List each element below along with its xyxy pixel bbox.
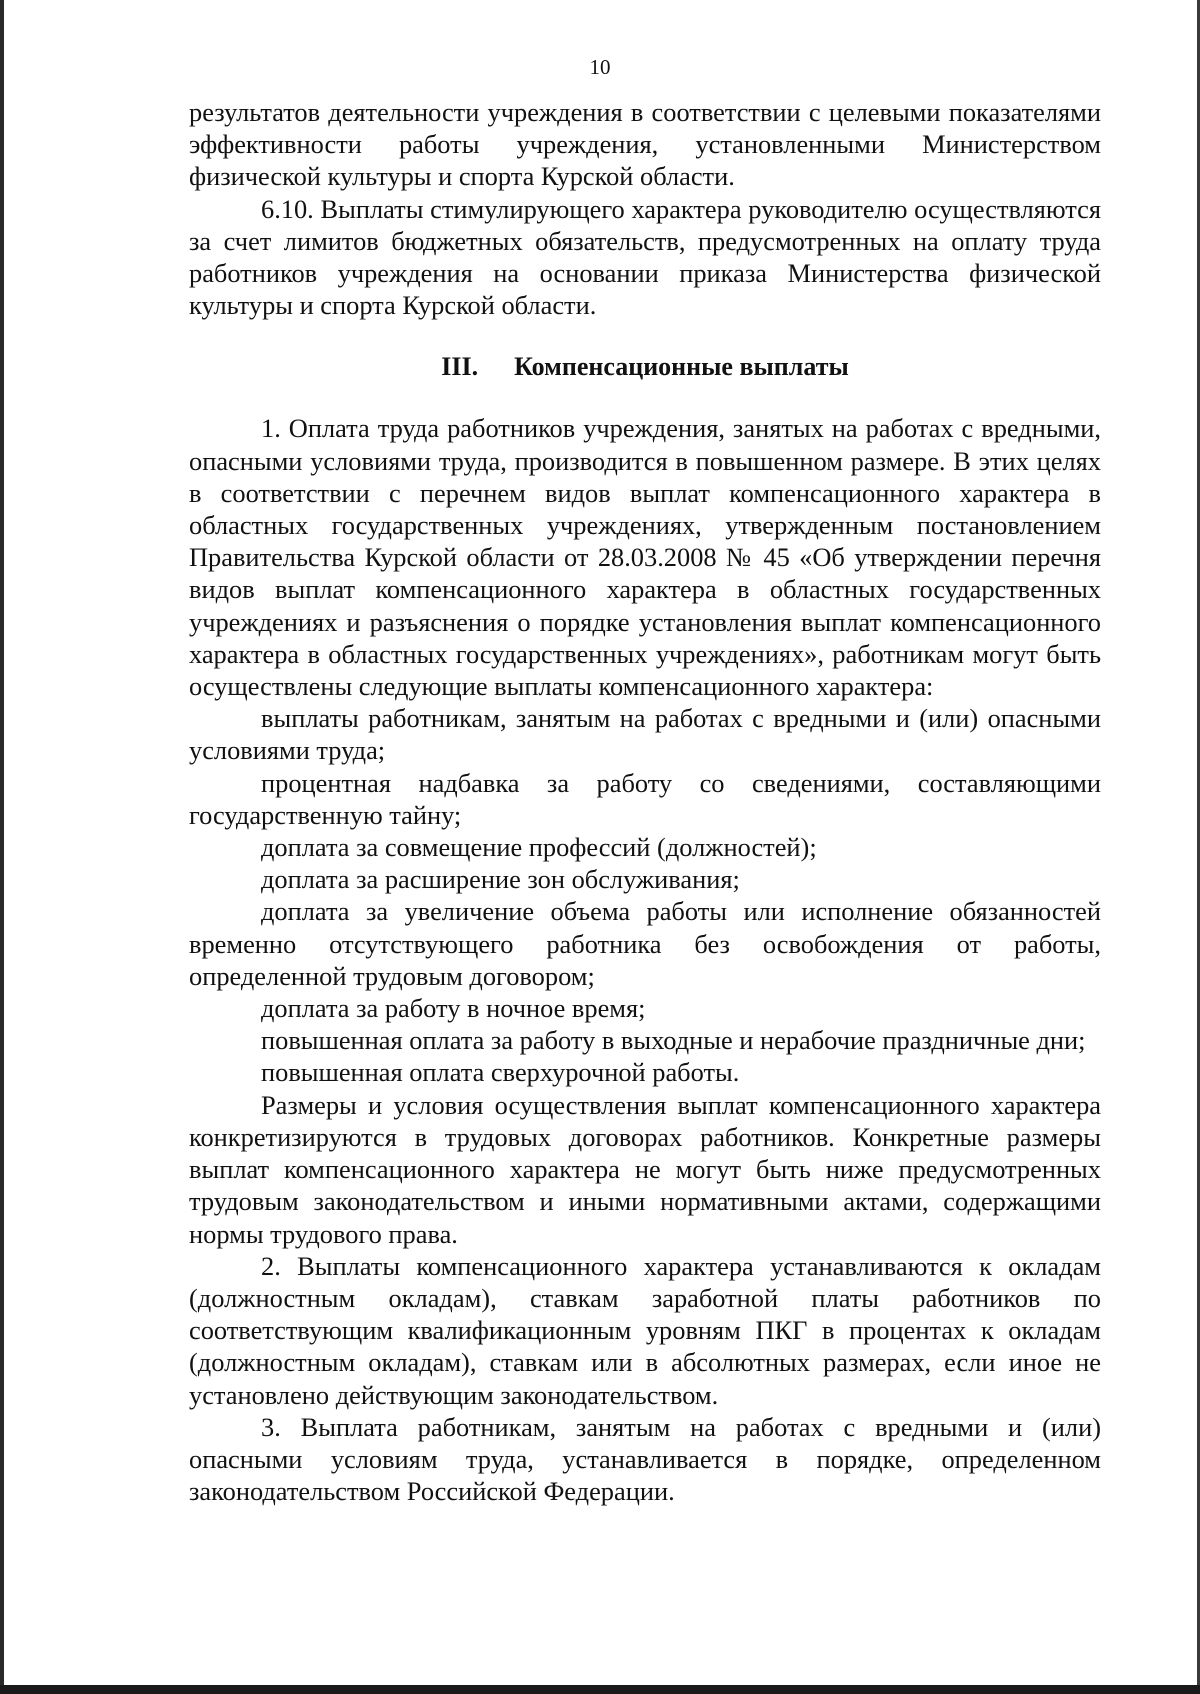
paragraph: Размеры и условия осуществления выплат компенсационного характера конкретизируются в трудовых договорах работников. Конкретные размеры выплат компенсационного характера не могут быть ниже предусмотренных трудовым законодательством и иными нормативными актами, содержащими нормы трудового права. bbox=[189, 1089, 1101, 1249]
top-paragraphs bbox=[189, 96, 1101, 321]
paragraph: доплата за увеличение объема работы или исполнение обязанностей временно отсутствующего работника без освобождения от работы, определенной трудовым договором; bbox=[189, 896, 1101, 991]
section-number: III. bbox=[441, 352, 479, 382]
scan-edge-left bbox=[0, 0, 4, 1694]
page-number: 10 bbox=[589, 55, 611, 79]
paragraph: выплаты работникам, занятым на работах с вредными и (или) опасными условиями труда; bbox=[189, 703, 1101, 766]
paragraph: 2. Выплаты компенсационного характера устанавливаются к окладам (должностным окладам), ставкам заработной платы работников по соответствующим квалификационным уровням ПКГ в процентах к окладам (должностным окладам), ставкам или в абсолютных размерах, если иное не установлено действующим законодательством. bbox=[189, 1250, 1101, 1410]
paragraph: 6.10. Выплаты стимулирующего характера руководителю осуществляются за счет лимитов бюджетных обязательств, предусмотренных на оплату труда работников учреждения на основании приказа Министерства физической культуры и спорта Курской области. bbox=[189, 193, 1101, 321]
paragraph: повышенная оплата за работу в выходные и нерабочие праздничные дни; bbox=[261, 1025, 1086, 1056]
paragraph: доплата за работу в ночное время; bbox=[261, 993, 646, 1024]
paragraph: процентная надбавка за работу со сведениями, составляющими государственную тайну; bbox=[189, 767, 1101, 830]
paragraph: результатов деятельности учреждения в соответствии с целевыми показателями эффективности работы учреждения, установленными Министерством физической культуры и спорта Курской области. bbox=[189, 97, 1101, 192]
paragraph: повышенная оплата сверхурочной работы. bbox=[261, 1057, 740, 1088]
paragraph: 1. Оплата труда работников учреждения, занятых на работах с вредными, опасными условиями труда, производится в повышенном размере. В этих целях в соответствии с перечнем видов выплат компенсационного характера в областных государственных учреждениях, утвержденным постановлением Правительства Курской области от 28.03.2008 № 45 «Об утверждении перечня видов выплат компенсационного характера в областных государственных учреждениях и разъяснения о порядке установления выплат компенсационного характера в областных государственных учреждениях», работникам могут быть осуществлены следующие выплаты компенсационного характера: bbox=[189, 413, 1101, 702]
paragraph: 3. Выплата работникам, занятым на работах с вредными и (или) опасными условиям труда, устанавливается в порядке, определенном законодательством Российской Федерации. bbox=[189, 1411, 1101, 1507]
paragraph: доплата за совмещение профессий (должностей); bbox=[261, 832, 817, 863]
document-body bbox=[189, 96, 1101, 1507]
main-paragraphs bbox=[189, 412, 1101, 1507]
section-title: Компенсационные выплаты bbox=[514, 352, 849, 382]
section-heading bbox=[189, 351, 1101, 383]
paragraph: доплата за расширение зон обслуживания; bbox=[261, 864, 740, 895]
scan-edge-bottom bbox=[0, 1685, 1200, 1694]
